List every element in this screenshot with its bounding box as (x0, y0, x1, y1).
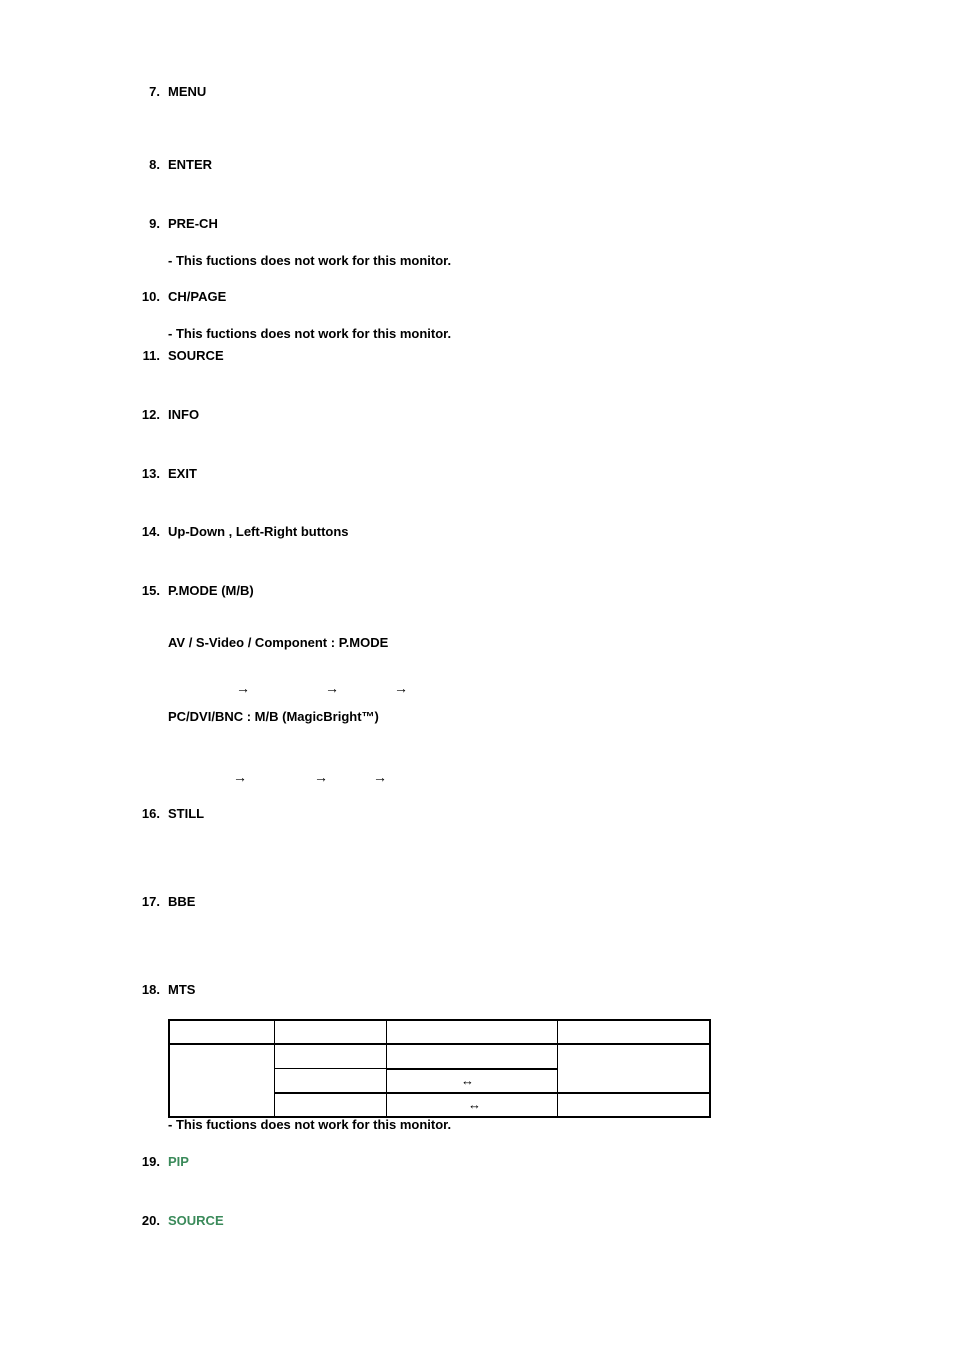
table-cell (274, 1093, 386, 1117)
item-number: 9. (149, 216, 160, 231)
item-label-still: STILL (168, 806, 205, 821)
item-label-mts: MTS (168, 982, 196, 997)
table-cell (274, 1020, 386, 1044)
item-link-source[interactable]: SOURCE (168, 1213, 224, 1228)
right-arrow-icon: → (236, 680, 250, 696)
table-cell (386, 1020, 557, 1044)
item-number: 8. (149, 157, 160, 172)
item-number: 7. (149, 84, 160, 99)
item-label-info: INFO (168, 407, 200, 422)
table-cell (557, 1020, 710, 1044)
item-number: 17. (141, 894, 160, 909)
mts-table (168, 1019, 711, 1118)
item-number: 15. (141, 583, 160, 598)
item-note: - This fuctions does not work for this monitor. (168, 253, 452, 268)
pmode-av-line: AV / S-Video / Component : P.MODE (168, 635, 389, 650)
table-cell (274, 1069, 386, 1093)
item-number: 16. (141, 806, 160, 821)
item-label-bbe: BBE (168, 894, 196, 909)
item-label-menu: MENU (168, 84, 207, 99)
table-cell (274, 1044, 386, 1068)
right-arrow-icon: → (314, 769, 328, 785)
table-cell (557, 1044, 710, 1093)
item-note: - This fuctions does not work for this monitor. (168, 326, 452, 341)
item-number: 19. (141, 1154, 160, 1169)
table-cell (169, 1044, 274, 1117)
table-cell (386, 1044, 557, 1068)
item-label-enter: ENTER (168, 157, 213, 172)
item-number: 12. (141, 407, 160, 422)
item-label-pmode: P.MODE (M/B) (168, 583, 254, 598)
right-arrow-icon: → (394, 680, 408, 696)
item-number: 13. (141, 466, 160, 481)
right-arrow-icon: → (373, 769, 387, 785)
item-label-ch-page: CH/PAGE (168, 289, 227, 304)
item-label-exit: EXIT (168, 466, 197, 481)
table-cell (386, 1069, 557, 1093)
item-label-direction-buttons: Up-Down , Left-Right buttons (168, 524, 349, 539)
pmode-pc-line: PC/DVI/BNC : M/B (MagicBright™) (168, 709, 379, 724)
item-link-pip[interactable]: PIP (168, 1154, 189, 1169)
table-cell (169, 1020, 274, 1044)
item-number: 10. (141, 289, 160, 304)
right-arrow-icon: → (233, 769, 247, 785)
item-number: 14. (141, 524, 160, 539)
table-cell (386, 1093, 557, 1117)
item-note: - This fuctions does not work for this monitor. (168, 1117, 452, 1132)
item-label-pre-ch: PRE-CH (168, 216, 218, 231)
double-arrow-icon: ↔ (468, 1097, 481, 1113)
item-label-source: SOURCE (168, 348, 224, 363)
right-arrow-icon: → (325, 680, 339, 696)
table-cell (557, 1093, 710, 1117)
item-number: 11. (142, 348, 160, 363)
item-number: 18. (141, 982, 160, 997)
item-number: 20. (141, 1213, 160, 1228)
double-arrow-icon: ↔ (461, 1073, 474, 1089)
